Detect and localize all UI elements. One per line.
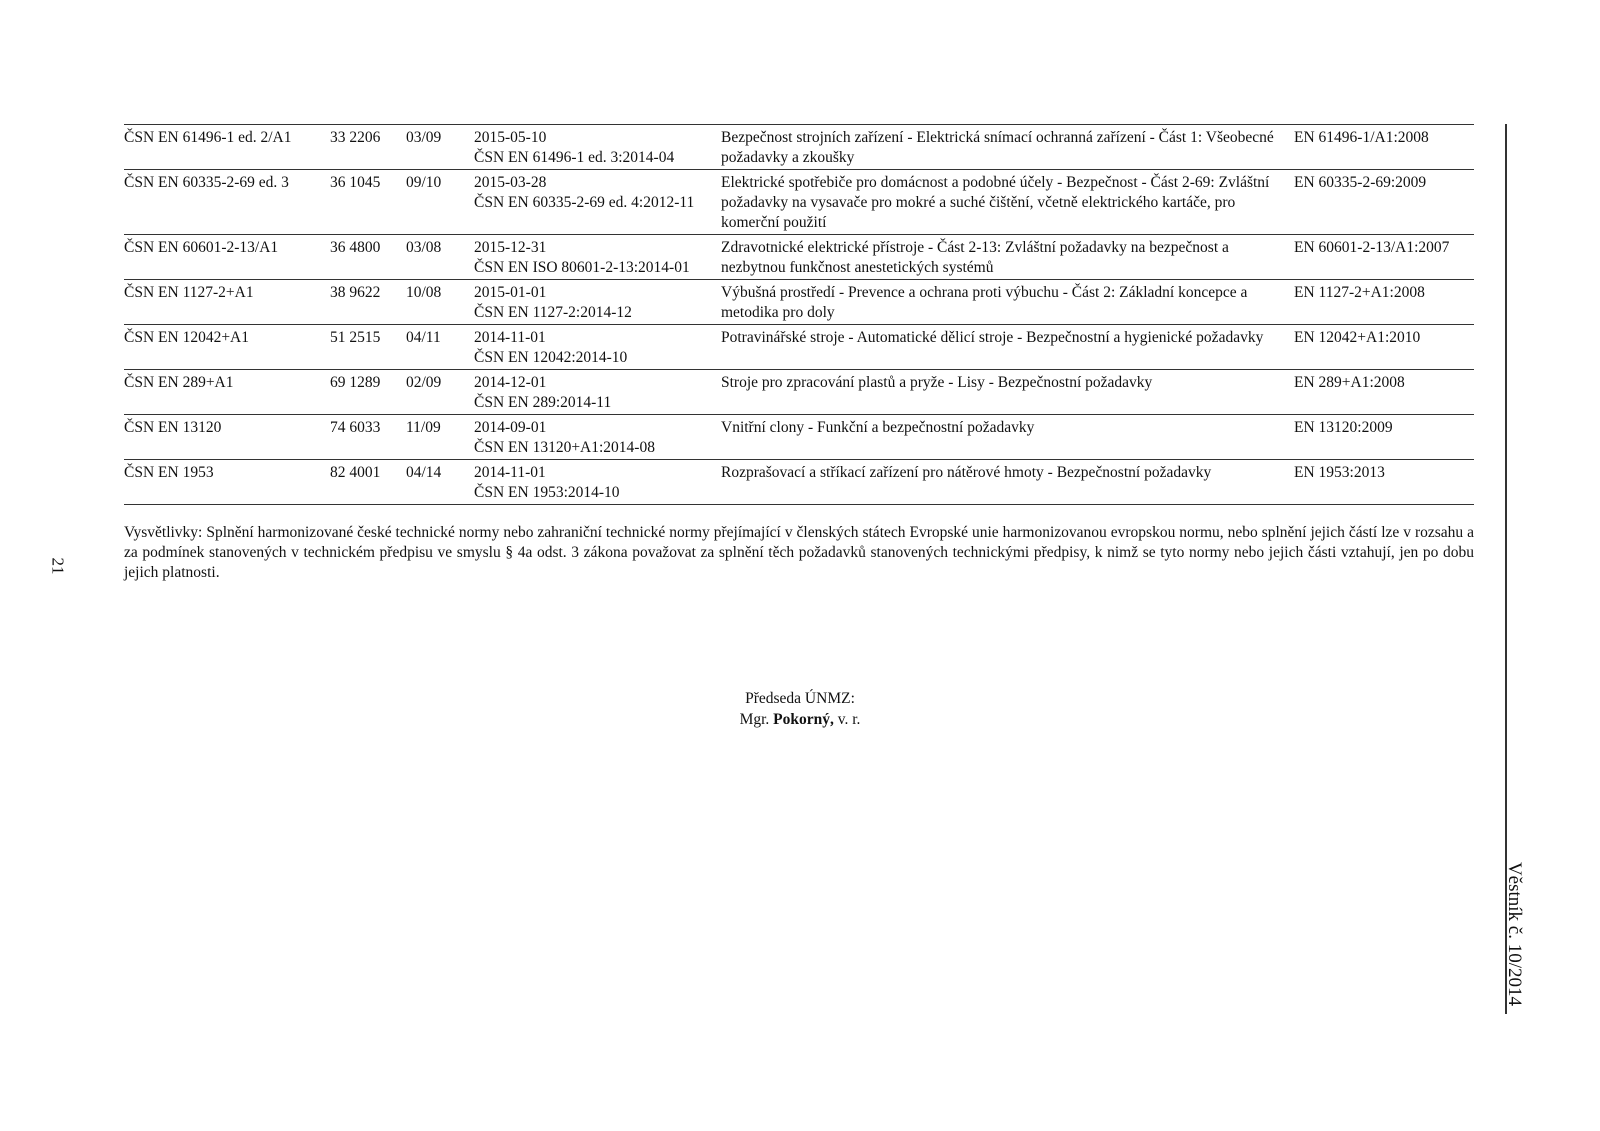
standard-cell: ČSN EN 12042+A1 — [124, 329, 249, 346]
class-code-cell: 36 4800 — [330, 239, 381, 256]
en-reference-cell: EN 60335-2-69:2009 — [1294, 174, 1427, 191]
replacement-standard: ČSN EN 1953:2014-10 — [474, 484, 620, 501]
title-cell: Stroje pro zpracování plastů a pryže - Lisy - Bezpečnostní požadavky — [721, 374, 1153, 391]
end-date: 2015-12-31 — [474, 239, 547, 256]
en-reference-cell: EN 13120:2009 — [1294, 419, 1393, 436]
replacement-standard: ČSN EN 61496-1 ed. 3:2014-04 — [474, 149, 675, 166]
title-cell: Vnitřní clony - Funkční a bezpečnostní požadavky — [721, 419, 1035, 436]
class-code-cell: 82 4001 — [330, 464, 381, 481]
signature-block — [600, 688, 1000, 730]
standard-cell: ČSN EN 1953 — [124, 464, 214, 481]
signature-suffix: v. r. — [837, 711, 861, 728]
page-number: 21 — [48, 557, 68, 575]
en-reference-cell: EN 289+A1:2008 — [1294, 374, 1405, 391]
replacement-standard: ČSN EN 60335-2-69 ed. 4:2012-11 — [474, 194, 695, 211]
issued-cell: 04/11 — [406, 329, 441, 346]
end-date: 2014-11-01 — [474, 464, 546, 481]
signature-line — [600, 709, 1000, 730]
replacement-cell — [474, 373, 721, 413]
replacement-cell — [474, 173, 721, 233]
class-code-cell: 33 2206 — [330, 129, 381, 146]
class-code-cell: 74 6033 — [330, 419, 381, 436]
standard-cell: ČSN EN 60335-2-69 ed. 3 — [124, 174, 289, 191]
issued-cell: 10/08 — [406, 284, 442, 301]
en-reference-cell: EN 61496-1/A1:2008 — [1294, 129, 1429, 146]
en-reference-cell: EN 12042+A1:2010 — [1294, 329, 1421, 346]
standard-cell: ČSN EN 289+A1 — [124, 374, 234, 391]
class-code-cell: 69 1289 — [330, 374, 381, 391]
table-row — [124, 170, 1474, 235]
replacement-standard: ČSN EN 12042:2014-10 — [474, 349, 628, 366]
title-cell: Elektrické spotřebiče pro domácnost a podobné účely - Bezpečnost - Část 2-69: Zvláštní požadavky na vysavače pro mokré a suché čištění, včetně elektrického kartáče, pro komerční použití — [721, 174, 1270, 231]
table-row — [124, 280, 1474, 325]
title-cell: Bezpečnost strojních zařízení - Elektrická snímací ochranná zařízení - Část 1: Všeobecné požadavky a zkoušky — [721, 129, 1274, 166]
replacement-cell — [474, 128, 721, 168]
replacement-standard: ČSN EN 13120+A1:2014-08 — [474, 439, 655, 456]
end-date: 2014-09-01 — [474, 419, 547, 436]
signature-role: Předseda ÚNMZ: — [745, 690, 855, 707]
title-cell: Potravinářské stroje - Automatické dělicí stroje - Bezpečnostní a hygienické požadavky — [721, 329, 1264, 346]
replacement-cell — [474, 283, 721, 323]
replacement-standard: ČSN EN 289:2014-11 — [474, 394, 612, 411]
class-code-cell: 38 9622 — [330, 284, 381, 301]
replacement-standard: ČSN EN ISO 80601-2-13:2014-01 — [474, 259, 690, 276]
journal-title: Věstník č. 10/2014 — [1504, 861, 1525, 1007]
issued-cell: 09/10 — [406, 174, 442, 191]
table-row — [124, 325, 1474, 370]
end-date: 2015-01-01 — [474, 284, 547, 301]
issued-cell: 03/09 — [406, 129, 442, 146]
title-cell: Zdravotnické elektrické přístroje - Část 2-13: Zvláštní požadavky na bezpečnost a nezbytnou funkčnost anestetických systémů — [721, 239, 1229, 276]
issued-cell: 03/08 — [406, 239, 442, 256]
standard-cell: ČSN EN 61496-1 ed. 2/A1 — [124, 129, 292, 146]
issued-cell: 11/09 — [406, 419, 441, 436]
table-row — [124, 235, 1474, 280]
replacement-cell — [474, 463, 721, 503]
end-date: 2014-11-01 — [474, 329, 546, 346]
issued-cell: 04/14 — [406, 464, 442, 481]
replacement-cell — [474, 328, 721, 368]
end-date: 2015-03-28 — [474, 174, 547, 191]
end-date: 2014-12-01 — [474, 374, 547, 391]
issued-cell: 02/09 — [406, 374, 442, 391]
en-reference-cell: EN 1953:2013 — [1294, 464, 1385, 481]
signature-name: Pokorný, — [773, 711, 834, 728]
end-date: 2015-05-10 — [474, 129, 547, 146]
en-reference-cell: EN 1127-2+A1:2008 — [1294, 284, 1425, 301]
standard-cell: ČSN EN 13120 — [124, 419, 222, 436]
class-code-cell: 36 1045 — [330, 174, 381, 191]
explanatory-note: Vysvětlivky: Splnění harmonizované české technické normy nebo zahraniční technické normy přejímající v členských státech Evropské unie harmonizovanou evropskou normu, nebo splnění jejich částí lze v rozsahu a za podmínek stanovených v technickém předpisu ve smyslu § 4a odst. 3 zákona považovat za splnění těch požadavků stanovených technickými předpisy, k nimž se tyto normy nebo jejich části vztahují, jen po dobu jejich platnosti. — [124, 524, 1474, 581]
table-row — [124, 460, 1474, 505]
standard-cell: ČSN EN 1127-2+A1 — [124, 284, 254, 301]
table-row — [124, 125, 1474, 170]
standards-table — [124, 124, 1474, 505]
en-reference-cell: EN 60601-2-13/A1:2007 — [1294, 239, 1450, 256]
title-cell: Výbušná prostředí - Prevence a ochrana proti výbuchu - Část 2: Základní koncepce a metodika pro doly — [721, 284, 1248, 321]
replacement-cell — [474, 418, 721, 458]
standard-cell: ČSN EN 60601-2-13/A1 — [124, 239, 279, 256]
table-row — [124, 370, 1474, 415]
class-code-cell: 51 2515 — [330, 329, 381, 346]
replacement-cell — [474, 238, 721, 278]
table-row — [124, 415, 1474, 460]
signature-prefix: Mgr. — [739, 711, 770, 728]
replacement-standard: ČSN EN 1127-2:2014-12 — [474, 304, 632, 321]
title-cell: Rozprašovací a stříkací zařízení pro nátěrové hmoty - Bezpečnostní požadavky — [721, 464, 1212, 481]
